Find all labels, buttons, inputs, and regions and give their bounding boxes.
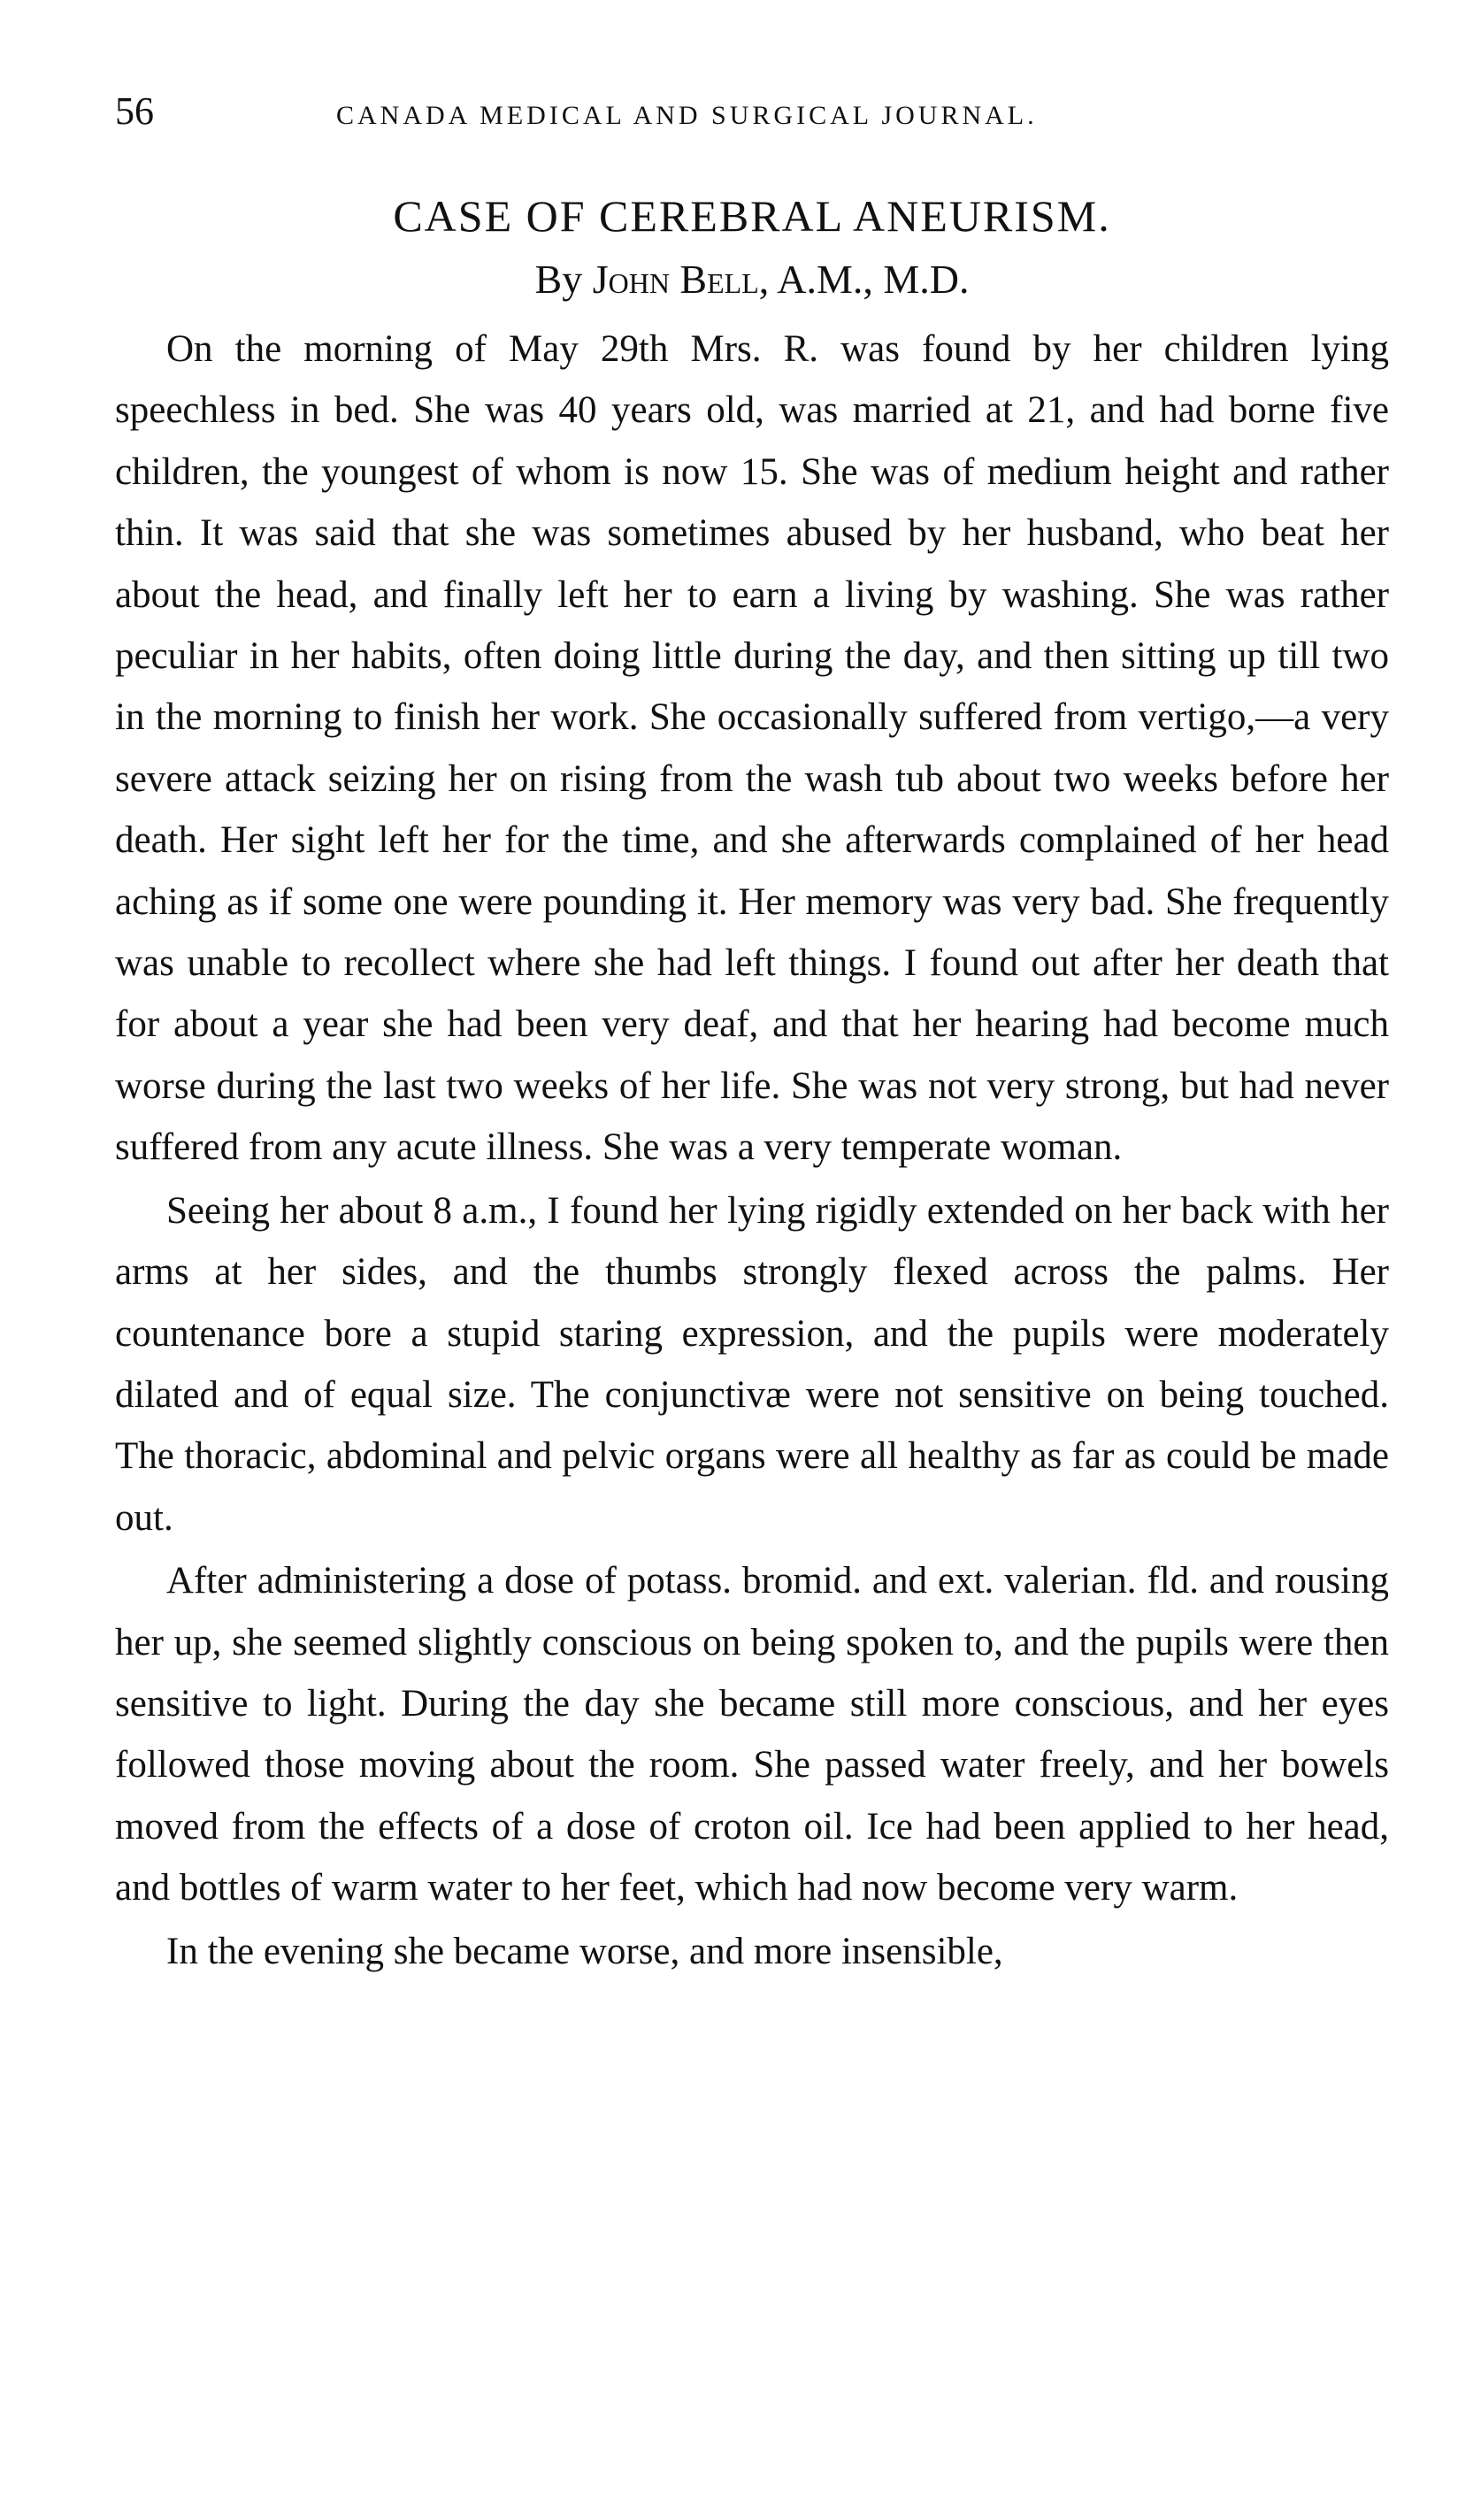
page-number: 56 [115,89,154,133]
author-degrees: , A.M., M.D. [758,257,970,302]
byline-prefix: By [534,257,583,302]
article-body [115,319,1389,1982]
paragraph: On the morning of May 29th Mrs. R. was found by her children lying speechless in bed. She was 40 years old, was married at 21, and had borne five children, the youngest of whom is now 15. She was of medium height and rather thin. It was said that she was sometimes abused by her husband, who beat her about the head, and finally left her to earn a living by washing. She was rather peculiar in her habits, often doing little during the day, and then sitting up till two in the morning to finish her work. She occasionally suffered from vertigo,—a very severe attack seizing her on rising from the wash tub about two weeks before her death. Her sight left her for the time, and she afterwards complained of her head aching as if some one were pounding it. Her memory was very bad. She frequently was unable to recollect where she had left things. I found out after her death that for about a year she had been very deaf, and that her hearing had become much worse during the last two weeks of her life. She was not very strong, but had never suffered from any acute illness. She was a very temperate woman. [115,328,1389,1169]
paragraph: In the evening she became worse, and more insensible, [166,1930,1003,1972]
article-title: CASE OF CEREBRAL ANEURISM. [393,191,1111,241]
byline [115,253,1389,306]
paragraph: Seeing her about 8 a.m., I found her lying rigidly extended on her back with her arms at her sides, and the thumbs strongly flexed across the palms. Her countenance bore a stupid staring expression, and the pupils were moderately dilated and of equal size. The conjunctivæ were not sensitive on being touched. The thoracic, abdominal and pelvic organs were all healthy as far as could be made out. [115,1189,1389,1539]
running-head [115,88,1389,142]
journal-page [115,88,1389,1984]
journal-title: CANADA MEDICAL AND SURGICAL JOURNAL. [336,101,1038,130]
author-name: John Bell [592,257,759,302]
paragraph: After administering a dose of potass. bromid. and ext. valerian. fld. and rousing her up, she seemed slightly conscious on being spoken to, and the pupils were then sensitive to light. During the day she became still more conscious, and her eyes followed those moving about the room. She passed water freely, and her bowels moved from the effects of a dose of croton oil. Ice had been applied to her head, and bottles of warm water to her feet, which had now become very warm. [115,1560,1389,1909]
